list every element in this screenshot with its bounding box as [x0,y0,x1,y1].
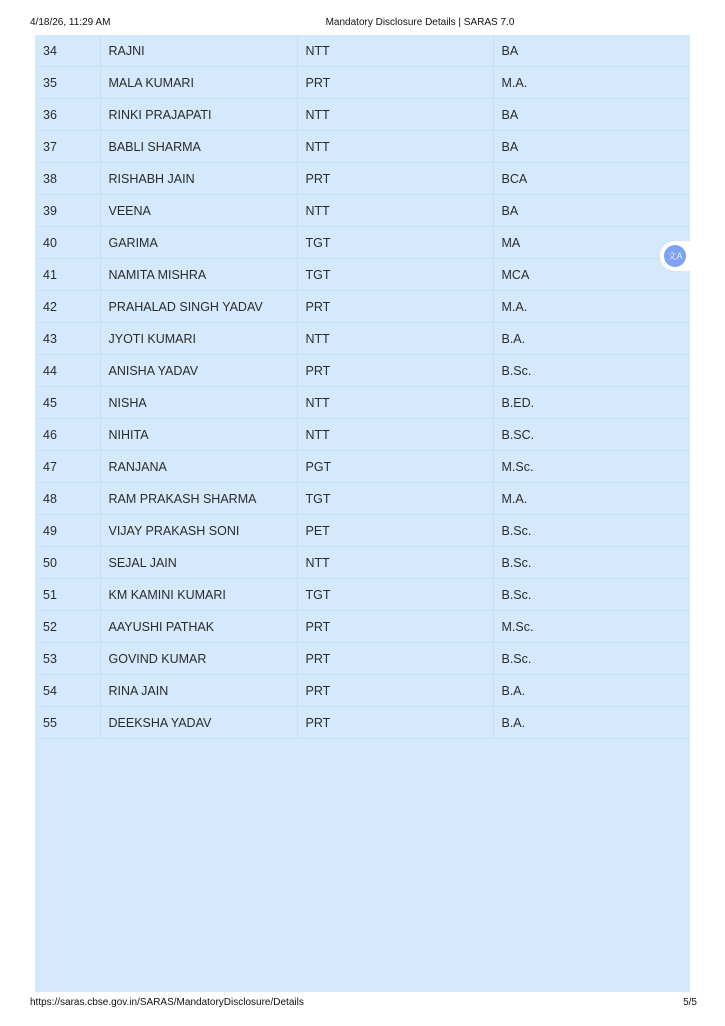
cell-name: RINKI PRAJAPATI [100,99,297,131]
cell-designation: PRT [297,67,493,99]
cell-name: NIHITA [100,419,297,451]
cell-name: AAYUSHI PATHAK [100,611,297,643]
cell-qualification: M.A. [493,291,690,323]
print-page-title: Mandatory Disclosure Details | SARAS 7.0 [325,17,515,28]
cell-sno: 49 [35,515,100,547]
cell-designation: NTT [297,195,493,227]
table-row [35,227,690,259]
table-row [35,643,690,675]
cell-name: GOVIND KUMAR [100,643,297,675]
cell-qualification: BCA [493,163,690,195]
cell-qualification: M.Sc. [493,451,690,483]
cell-qualification: B.Sc. [493,515,690,547]
table-row [35,579,690,611]
cell-designation: PRT [297,163,493,195]
cell-designation: NTT [297,387,493,419]
staff-table [35,35,690,739]
cell-designation: PRT [297,611,493,643]
cell-name: JYOTI KUMARI [100,323,297,355]
cell-qualification: B.Sc. [493,547,690,579]
cell-qualification: B.A. [493,323,690,355]
cell-designation: PRT [297,643,493,675]
cell-name: NAMITA MISHRA [100,259,297,291]
cell-sno: 34 [35,35,100,67]
table-row [35,163,690,195]
cell-name: VEENA [100,195,297,227]
cell-sno: 45 [35,387,100,419]
cell-designation: NTT [297,323,493,355]
cell-qualification: BA [493,35,690,67]
cell-designation: TGT [297,483,493,515]
table-row [35,67,690,99]
cell-name: GARIMA [100,227,297,259]
cell-sno: 50 [35,547,100,579]
cell-sno: 40 [35,227,100,259]
cell-name: VIJAY PRAKASH SONI [100,515,297,547]
table-row [35,131,690,163]
cell-qualification: MA [493,227,690,259]
cell-name: ANISHA YADAV [100,355,297,387]
cell-qualification: MCA [493,259,690,291]
table-row [35,547,690,579]
cell-qualification: B.A. [493,675,690,707]
cell-qualification: B.Sc. [493,579,690,611]
table-row [35,707,690,739]
table-row [35,35,690,67]
cell-name: RISHABH JAIN [100,163,297,195]
cell-designation: TGT [297,259,493,291]
cell-qualification: B.Sc. [493,355,690,387]
cell-name: RINA JAIN [100,675,297,707]
cell-qualification: M.Sc. [493,611,690,643]
cell-qualification: B.ED. [493,387,690,419]
table-row [35,259,690,291]
cell-sno: 48 [35,483,100,515]
cell-sno: 53 [35,643,100,675]
translate-button[interactable] [660,241,692,271]
cell-designation: NTT [297,419,493,451]
table-row [35,195,690,227]
table-row [35,387,690,419]
cell-sno: 39 [35,195,100,227]
cell-name: MALA KUMARI [100,67,297,99]
cell-sno: 37 [35,131,100,163]
cell-designation: NTT [297,131,493,163]
table-row [35,355,690,387]
cell-qualification: BA [493,195,690,227]
cell-sno: 43 [35,323,100,355]
cell-sno: 51 [35,579,100,611]
cell-qualification: B.SC. [493,419,690,451]
table-row [35,291,690,323]
cell-qualification: B.Sc. [493,643,690,675]
table-row [35,419,690,451]
translate-icon: 文A [664,245,686,267]
table-row [35,323,690,355]
cell-name: RAJNI [100,35,297,67]
cell-designation: PRT [297,675,493,707]
table-row [35,675,690,707]
cell-designation: PRT [297,291,493,323]
cell-qualification: M.A. [493,483,690,515]
table-row [35,451,690,483]
cell-name: NISHA [100,387,297,419]
cell-qualification: B.A. [493,707,690,739]
cell-sno: 35 [35,67,100,99]
cell-name: PRAHALAD SINGH YADAV [100,291,297,323]
cell-qualification: BA [493,99,690,131]
cell-designation: PRT [297,355,493,387]
cell-designation: PET [297,515,493,547]
cell-sno: 41 [35,259,100,291]
cell-sno: 44 [35,355,100,387]
cell-designation: PGT [297,451,493,483]
cell-sno: 55 [35,707,100,739]
table-row [35,99,690,131]
cell-designation: NTT [297,547,493,579]
cell-sno: 47 [35,451,100,483]
cell-sno: 42 [35,291,100,323]
cell-sno: 38 [35,163,100,195]
cell-name: DEEKSHA YADAV [100,707,297,739]
cell-name: RAM PRAKASH SHARMA [100,483,297,515]
print-header [0,17,725,31]
page-number: 5/5 [683,997,697,1008]
cell-designation: TGT [297,579,493,611]
table-row [35,515,690,547]
cell-qualification: BA [493,131,690,163]
table-row [35,483,690,515]
cell-designation: PRT [297,707,493,739]
staff-table-body [35,35,690,739]
cell-sno: 52 [35,611,100,643]
cell-sno: 46 [35,419,100,451]
cell-designation: NTT [297,35,493,67]
print-datetime: 4/18/26, 11:29 AM [30,17,111,28]
cell-name: SEJAL JAIN [100,547,297,579]
cell-designation: TGT [297,227,493,259]
cell-sno: 36 [35,99,100,131]
cell-sno: 54 [35,675,100,707]
staff-table-panel [35,35,690,992]
cell-name: KM KAMINI KUMARI [100,579,297,611]
cell-qualification: M.A. [493,67,690,99]
cell-name: BABLI SHARMA [100,131,297,163]
print-url: https://saras.cbse.gov.in/SARAS/MandatoryDisclosure/Details [30,997,304,1008]
cell-designation: NTT [297,99,493,131]
table-row [35,611,690,643]
cell-name: RANJANA [100,451,297,483]
